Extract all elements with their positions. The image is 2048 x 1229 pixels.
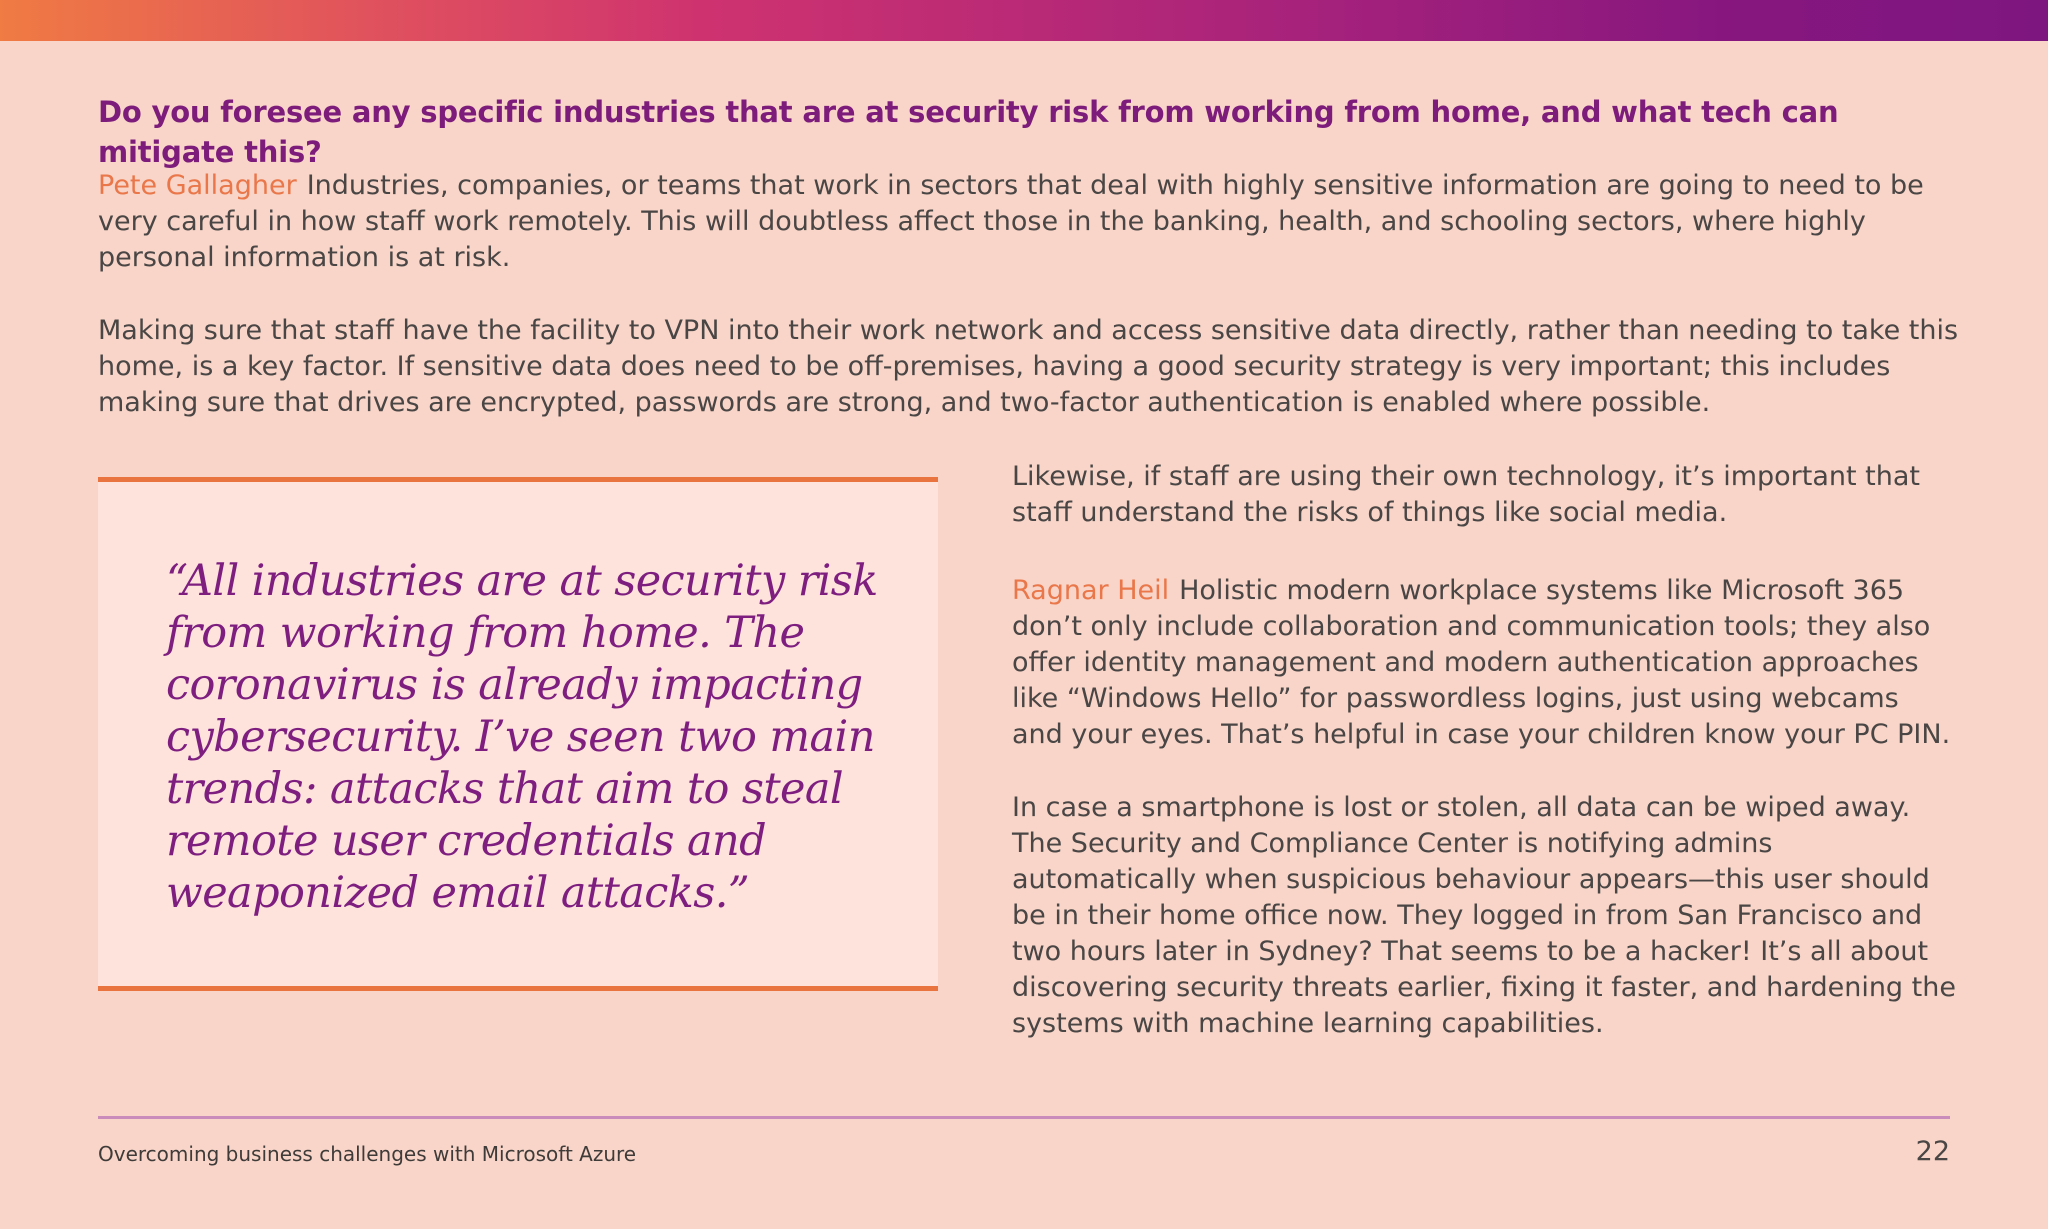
footer-document-title: Overcoming business challenges with Microsoft Azure <box>98 1142 637 1166</box>
answer-paragraph <box>1012 573 1957 753</box>
answer-text: Holistic modern workplace systems like Microsoft 365 don’t only include collaboration and communication tools; they also offer identity management and modern authentication approaches like “Windows Hello” for passwordless logins, just using webcams and your eyes. That’s helpful in case your children know your PC PIN. <box>1012 575 1951 750</box>
speaker-name: Pete Gallagher <box>98 170 297 201</box>
answer-paragraph: In case a smartphone is lost or stolen, all data can be wiped away. The Security and Compliance Center is notifying admins automatically when suspicious behaviour appears—this user should be in their home office now. They logged in from San Francisco and two hours later in Sydney? That seems to be a hacker! It’s all about discovering security threats earlier, fixing it faster, and hardening the systems with machine learning capabilities. <box>1012 792 1956 1039</box>
answer-text: Industries, companies, or teams that work in sectors that deal with highly sensitive information are going to need to be very careful in how staff work remotely. This will doubtless affect those in the banking, health, and schooling sectors, where highly personal information is at risk. <box>98 170 1924 273</box>
header-gradient-bar <box>0 0 2048 41</box>
pull-quote-text: “All industries are at security risk from working from home. The coronavirus is already impacting cybersecurity. I’ve seen two main trends: attacks that aim to steal remote user credentials and weaponized email attacks.” <box>166 556 878 918</box>
speaker-name: Ragnar Heil <box>1012 575 1170 606</box>
question-heading: Do you foresee any specific industries that are at security risk from working from home, and what tech can mitigate this? <box>98 95 1839 169</box>
page-number: 22 <box>1915 1136 1950 1167</box>
pull-quote-box <box>98 477 938 991</box>
answer-paragraph <box>98 168 1978 276</box>
footer-divider <box>98 1116 1950 1119</box>
answer-paragraph: Making sure that staff have the facility to VPN into their work network and access sensitive data directly, rather than needing to take this home, is a key factor. If sensitive data does need to be off-premises, having a good security strategy is very important; this includes making sure that drives are encrypted, passwords are strong, and two-factor authentication is enabled where possible. <box>98 315 1959 418</box>
answer-paragraph: Likewise, if staff are using their own technology, it’s important that staff understand the risks of things like social media. <box>1012 461 1920 528</box>
